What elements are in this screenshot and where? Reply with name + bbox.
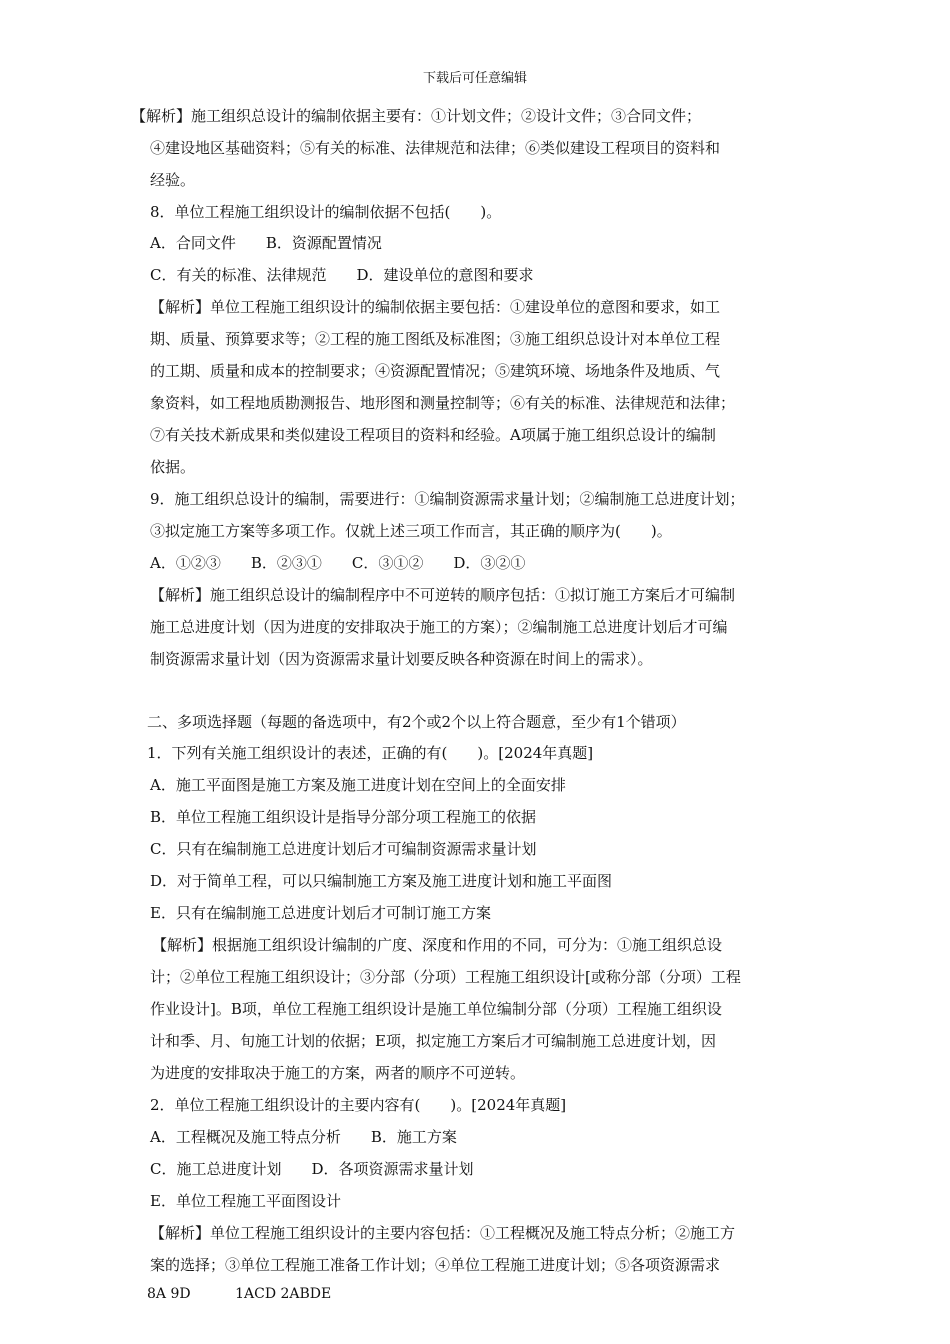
options-line: A．工程概况及施工特点分析 B．施工方案 [150, 1128, 457, 1146]
text-line: 计；②单位工程施工组织设计；③分部（分项）工程施工组织设计[或称分部（分项）工程 [150, 968, 741, 986]
option-e: E．单位工程施工平面图设计 [150, 1192, 341, 1210]
options-line: A．①②③ B．②③① C．③①② D．③②① [150, 554, 526, 572]
text-line: ⑦有关技术新成果和类似建设工程项目的资料和经验。A项属于施工组织总设计的编制 [150, 426, 716, 444]
options-line: C．施工总进度计划 D．各项资源需求量计划 [150, 1160, 474, 1178]
text-line: 经验。 [150, 171, 196, 189]
option-a: A．施工平面图是施工方案及施工进度计划在空间上的全面安排 [150, 776, 566, 794]
text-line: ④建设地区基础资料；⑤有关的标准、法律规范和法律；⑥类似建设工程项目的资料和 [150, 139, 721, 157]
text-line: 【解析】根据施工组织设计编制的广度、深度和作用的不同，可分为：①施工组织总设 [152, 936, 723, 954]
question-8: 8．单位工程施工组织设计的编制依据不包括( )。 [150, 203, 502, 221]
question-2: 2．单位工程施工组织设计的主要内容有( )。[2024年真题] [150, 1096, 567, 1114]
text-line: 象资料，如工程地质勘测报告、地形图和测量控制等；⑥有关的标准、法律规范和法律； [150, 394, 736, 412]
text-line: 【解析】施工组织总设计的编制程序中不可逆转的顺序包括：①拟订施工方案后才可编制 [150, 586, 736, 604]
option-b: B．单位工程施工组织设计是指导分部分项工程施工的依据 [150, 808, 537, 826]
text-line: 【解析】施工组织总设计的编制依据主要有：①计划文件；②设计文件；③合同文件； [131, 107, 702, 125]
page-header: 下载后可任意编辑 [422, 71, 527, 86]
text-line: 施工总进度计划（因为进度的安排取决于施工的方案）；②编制施工总进度计划后才可编 [150, 618, 728, 636]
text-line: 案的选择；③单位工程施工准备工作计划；④单位工程施工进度计划；⑤各项资源需求 [150, 1256, 721, 1274]
question-9: 9．施工组织总设计的编制，需要进行：①编制资源需求量计划；②编制施工总进度计划； [150, 490, 745, 508]
option-c: C．只有在编制施工总进度计划后才可编制资源需求量计划 [150, 840, 537, 858]
text-line: ③拟定施工方案等多项工作。仅就上述三项工作而言，其正确的顺序为( )。 [150, 522, 672, 540]
text-line: 期、质量、预算要求等；②工程的施工图纸及标准图；③施工组织总设计对本单位工程 [150, 330, 721, 348]
options-line: A．合同文件 B．资源配置情况 [150, 234, 382, 252]
question-1: 1．下列有关施工组织设计的表述，正确的有( )。[2024年真题] [147, 744, 594, 762]
option-e: E．只有在编制施工总进度计划后才可制订施工方案 [150, 904, 491, 922]
option-d: D．对于简单工程，可以只编制施工方案及施工进度计划和施工平面图 [150, 872, 613, 890]
section-heading: 二、多项选择题（每题的备选项中，有2个或2个以上符合题意，至少有1个错项） [147, 713, 686, 731]
text-line: 【解析】单位工程施工组织设计的编制依据主要包括：①建设单位的意图和要求，如工 [150, 298, 721, 316]
text-line: 【解析】单位工程施工组织设计的主要内容包括：①工程概况及施工特点分析；②施工方 [150, 1224, 736, 1242]
text-line: 作业设计]。B项，单位工程施工组织设计是施工单位编制分部（分项）工程施工组织设 [150, 1000, 722, 1018]
text-line: 的工期、质量和成本的控制要求；④资源配置情况；⑤建筑环境、场地条件及地质、气 [150, 362, 721, 380]
text-line: 为进度的安排取决于施工的方案，两者的顺序不可逆转。 [150, 1064, 526, 1082]
text-line: 计和季、月、旬施工计划的依据；E项，拟定施工方案后才可编制施工总进度计划，因 [150, 1032, 716, 1050]
text-line: 制资源需求量计划（因为资源需求量计划要反映各种资源在时间上的需求）。 [150, 650, 653, 668]
answer-key: 8A 9D 1ACD 2ABDE [147, 1286, 332, 1302]
text-line: 依据。 [150, 458, 196, 476]
options-line: C．有关的标准、法律规范 D．建设单位的意图和要求 [150, 266, 534, 284]
